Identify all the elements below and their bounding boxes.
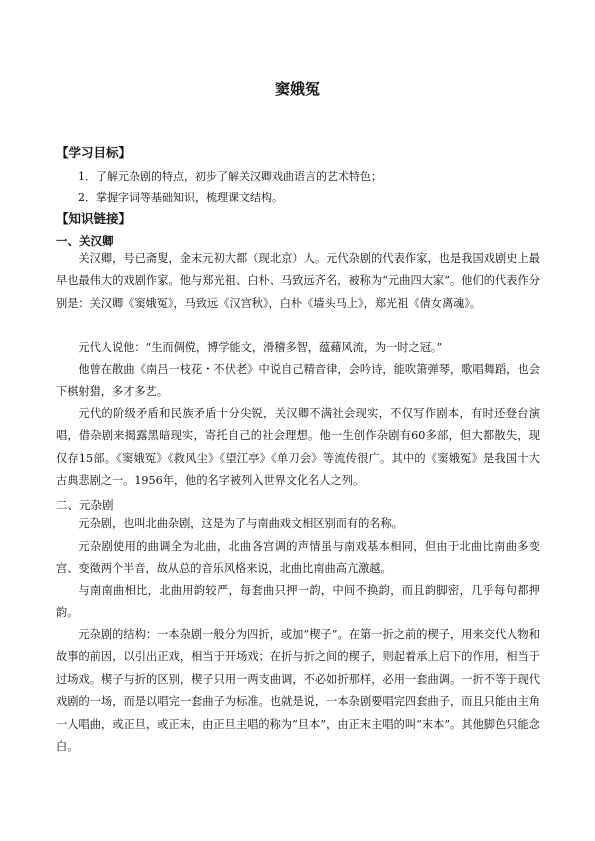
paragraph-zaju-structure: 元杂剧的结构：一本杂剧一般分为四折，或加“楔子”。在第一折之前的楔子，用来交代人物和故事的前因，以引出正戏，相当于开场戏；在折与折之间的楔子，则起着承上启下的作用，相当于过场戏。楔子与折的区别，楔子只用一两支曲调，不必如折那样，必用一套曲调。一折不等于现代戏剧的一场，而是以唱完一套曲子为标准。也就是说，一本杂剧要唱完四套曲子，而且只能由主角一人唱曲，或正旦，或正末，由正旦主唱的称为“旦本”，由正末主唱的叫“末本”。其他脚色只能念白。 [56,628,540,754]
document-title: 窦娥冤 [274,80,320,98]
goals-heading: 【学习目标】 [56,145,132,160]
paragraph-zaju-rhyme: 与南南曲相比，北曲用韵较严，每套曲只押一韵，中间不换韵，而且韵脚密，几乎每句都押韵。 [56,584,540,620]
paragraph-guan-talents: 他曾在散曲《南吕一枝花・不伏老》中说自己精音律，会吟诗，能吹箫弹琴，歌唱舞蹈，也会下棋射猎，多才多艺。 [56,363,540,399]
goal-item-2: 2．掌握字词等基础知识，梳理课文结构。 [78,191,283,204]
paragraph-zaju-tunes: 元杂剧使用的曲调全为北曲，北曲各宫调的声情虽与南戏基本相同，但由于北曲比南曲多变宫、变徵两个半音，故从总的音乐风格来说，北曲比南曲高亢激越。 [56,540,540,576]
paragraph-guan-intro: 关汉卿，号已斋叟，金末元初大都（现北京）人。元代杂剧的代表作家，也是我国戏剧史上最早也最伟大的戏剧作家。他与郑光祖、白朴、马致远齐名，被称为“元曲四大家”。他们的代表作分别是：关汉卿《窦娥冤》，马致远《汉宫秋》，白朴《墙头马上》，郑光祖《倩女离魂》。 [56,252,540,310]
goal-item-1: 1．了解元杂剧的特点，初步了解关汉卿戏曲语言的艺术特色； [78,170,382,183]
paragraph-guan-quote: 元代人说他：“生而倜傥，博学能文，滑稽多智，蕴藉风流，为一时之冠。” [78,341,443,354]
section-heading-guan-hanqing: 一、关汉卿 [56,234,114,248]
paragraph-guan-works: 元代的阶级矛盾和民族矛盾十分尖锐，关汉卿不满社会现实，不仅写作剧本，有时还登台演唱，借杂剧来揭露黑暗现实，寄托自己的社会理想。他一生创作杂剧有60多部，但大都散失，现仅存15部。《窦娥冤》《救风尘》《望江亭》《单刀会》等流传很广。其中的《窦娥冤》是我国十大古典悲剧之一。1956年，他的名字被列入世界文化名人之列。 [56,407,540,488]
section-heading-yuan-zaju: 二、元杂剧 [56,498,114,512]
paragraph-zaju-name: 元杂剧，也叫北曲杂剧，这是为了与南曲戏文相区别而有的名称。 [78,517,403,530]
links-heading: 【知识链接】 [56,211,132,226]
